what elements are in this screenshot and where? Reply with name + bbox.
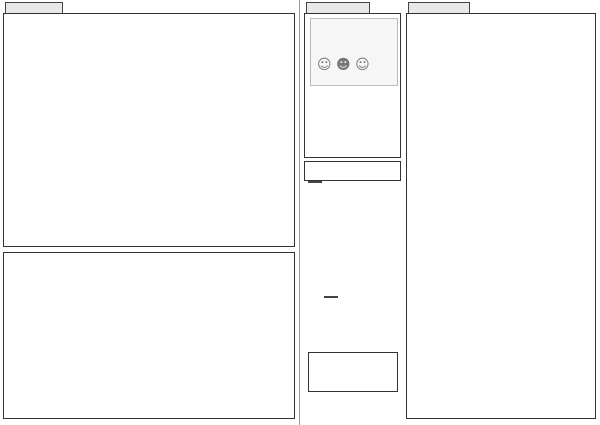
book-cover-illustration: ☺ ☻ ☺ (317, 57, 370, 73)
worship-order-box (3, 13, 295, 247)
newcomer-box (304, 161, 401, 181)
meditation-tab (308, 181, 322, 183)
middle-column (302, 0, 402, 425)
bank-box (308, 352, 398, 392)
page-divider (299, 0, 300, 425)
book-cover-image (310, 18, 398, 86)
prayer-box (3, 252, 295, 419)
church-news-page (404, 0, 598, 425)
worship-order-page (0, 0, 298, 425)
news-box (406, 13, 596, 419)
schedule-title (324, 296, 338, 298)
